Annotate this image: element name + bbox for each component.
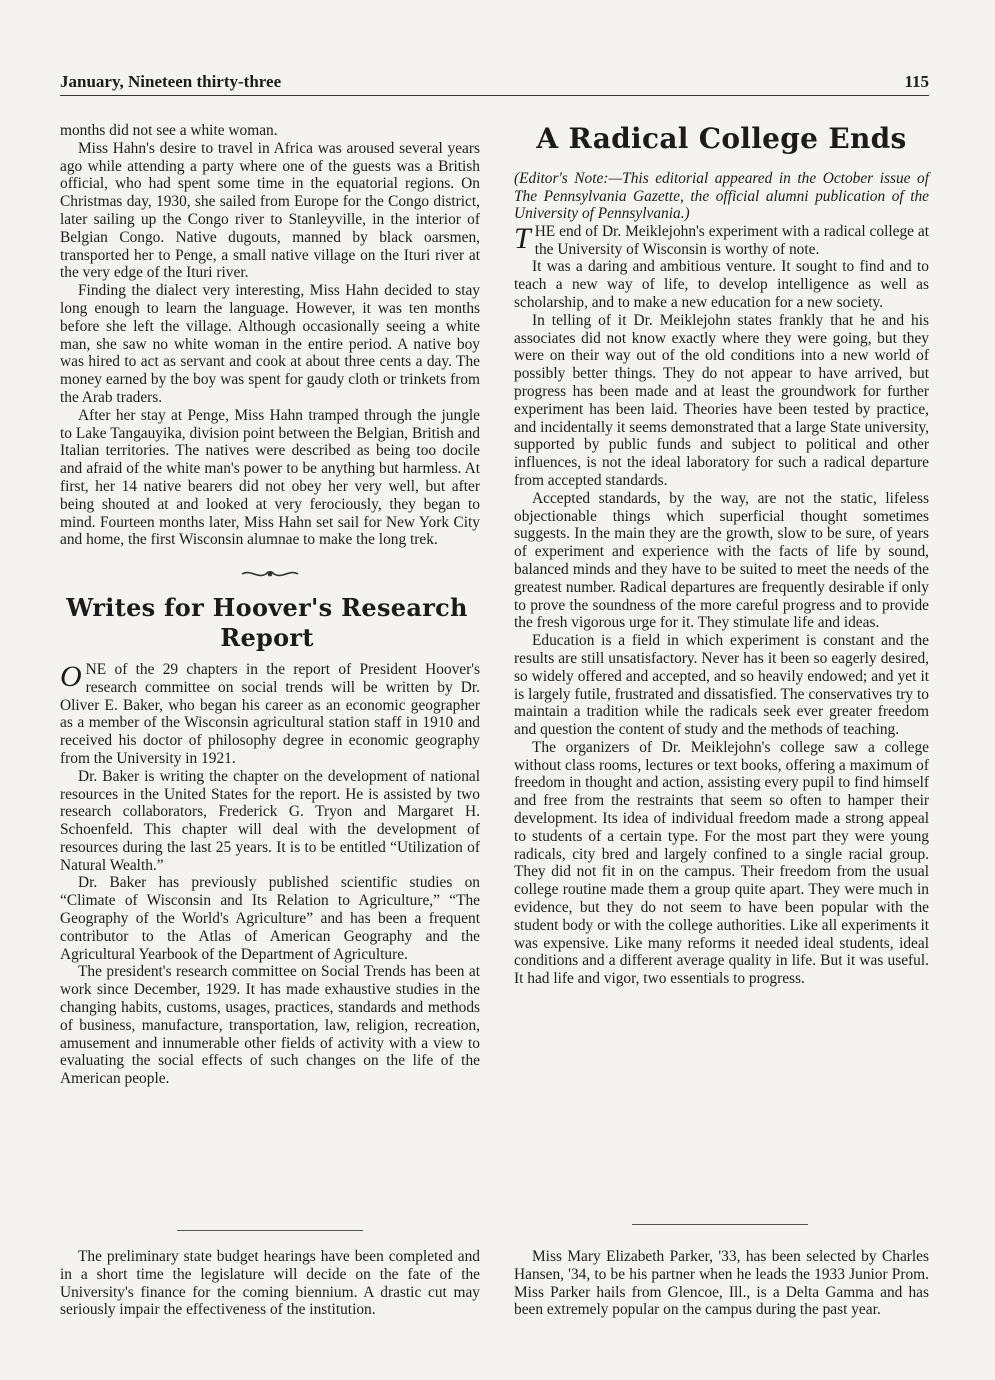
article-title-college: A Radical College Ends [536, 122, 907, 155]
drop-cap: O [60, 659, 82, 693]
issue-date: January, Nineteen thirty-three [60, 72, 282, 91]
drop-cap: T [514, 221, 531, 255]
lead-text: of the 29 chapters in the report of President Hoover's research committee on social trends will be written by Dr. Oliver E. Baker, who began his career as an economic geographer as a member of the Wisconsin agricultural station staff in 1910 and received his doctor of philosophy degree in economic geography from the University in 1921. [60, 660, 480, 767]
body-paragraph: Accepted standards, by the way, are not the static, lifeless objectionable things which superficial thought sometimes suggests. In the main they are the growth, slow to be sure, of years of experiment and experience with the facts of life by sound, balanced minds and they have to be suited to meet the needs of the greatest number. Radical departures are frequently desirable if only to prove the soundness of the more careful progress and to provide the fresh vigorous urge for it. They stimulate life and ideas. [514, 489, 929, 632]
body-paragraph: months did not see a white woman. [60, 122, 278, 139]
lead-paragraph [60, 661, 480, 768]
lead-word: NE [85, 660, 107, 678]
body-paragraph: Miss Mary Elizabeth Parker, '33, has been selected by Charles Hansen, '34, to be his partner when he leads the 1933 Junior Prom. Miss Parker hails from Glencoe, Ill., is a Delta Gamma and has been extremely popular on the campus during the past year. [514, 1248, 929, 1319]
body-paragraph: It was a daring and ambitious venture. It sought to find and to teach a new way of life, to develop intelligence as well as scholarship, and to make a new education for a new society. [514, 258, 929, 311]
budget-note [60, 1248, 480, 1319]
right-column [514, 122, 929, 988]
body-paragraph: Finding the dialect very interesting, Miss Hahn decided to stay long enough to learn the language. However, it was ten months before she left the village. Although occasionally seeing a white man, she saw no white woman in the entire period. A native boy was hired to act as servant and cook at about three cents a day. The money earned by the boy was spent for gaudy cloth or trinkets from the Arab traders. [60, 282, 480, 406]
section-rule-left [177, 1230, 363, 1231]
body-paragraph: The president's research committee on Social Trends has been at work since December, 1929. It has made exhaustive studies in the changing habits, customs, usages, practices, standards and methods of business, manufacture, transportation, law, religion, recreation, amusement and innumerable other fields of activity with a view to evaluating the social effects of such changes on the life of the American people. [60, 963, 480, 1088]
body-paragraph: Education is a field in which experiment is constant and the results are still unsatisfactory. Never has it been so eagerly desired, so widely offered and accepted, and so heavily endowed; and yet it is largely futile, frustrated and dissatisfied. The conservatives try to maintain a tradition while the radicals seek ever greater freedom and question the content of study and the methods of teaching. [514, 632, 929, 739]
body-paragraph: Dr. Baker is writing the chapter on the development of national resources in the United States for the report. He is assisted by two research collaborators, Frederick G. Tryon and Margaret H. Schoenfeld. This chapter will deal with the development of resources during the last 25 years. It is to be entitled “Utilization of Natural Wealth.” [60, 767, 480, 874]
article-title-hoover: Writes for Hoover's Research Report [66, 592, 468, 652]
body-paragraph: The preliminary state budget hearings have been completed and in a short time the legislature will decide on the fate of the University's finance for the coming biennium. A drastic cut may seriously impair the effectiveness of the institution. [60, 1248, 480, 1319]
lead-word: HE [534, 222, 556, 240]
editors-note: (Editor's Note:—This editorial appeared in the October issue of The Pennsylvania Gazette, the official alumni publication of the University of Pennsylvania.) [514, 170, 929, 223]
section-rule-right [632, 1224, 808, 1225]
page-number: 115 [904, 72, 929, 91]
flourish-icon [240, 567, 300, 581]
running-header [60, 72, 929, 96]
body-paragraph: After her stay at Penge, Miss Hahn tramped through the jungle to Lake Tangauyika, division point between the Belgian, British and Italian territories. The natives were described as being too docile and afraid of the white man's power to be anything but harmless. At first, her 14 native bearers did not obey her very well, but after being shouted at and looked at very ferociously, they began to mind. Fourteen months later, Miss Hahn set sail for New York City and home, the first Wisconsin alumnae to make the long trek. [60, 406, 480, 549]
body-paragraph: In telling of it Dr. Meiklejohn states frankly that he and his associates did not know exactly where they were going, but they were on their way out of the old conditions into a new world of possibly better things. They do not appear to have arrived, but progress has been made and at least the groundwork for further experiment has been laid. Theories have been tested by practice, and incidentally it seems demonstrated that a large State university, supported by public funds and subject to political and other influences, is not the ideal laboratory for such a radical departure from accepted standards. [514, 311, 929, 489]
body-paragraph: Dr. Baker has previously published scientific studies on “Climate of Wisconsin and Its Relation to Agriculture,” “The Geography of the World's Agriculture” and has been a frequent contributor to the Atlas of American Geography and the Agricultural Yearbook of the Department of Agriculture. [60, 874, 480, 963]
body-paragraph: The organizers of Dr. Meiklejohn's college saw a college without class rooms, lectures or text books, offering a maximum of freedom in thought and action, assisting every pupil to find himself and free from the restraints that seem so often to hamper their development. Its idea of individual freedom made a strong appeal to students of a certain type. For the most part they were young radicals, city bred and largely confined to a single racial group. They did not fit in on the campus. Their freedom from the usual college routine made them a group quite apart. They were much in evidence, but they do not seem to have been popular with the student body or with the college authorities. Like all experiments it was expensive. Like many reforms it needed ideal students, ideal conditions and a different average quality in life. But it was useful. It had life and vigor, two essentials to progress. [514, 738, 929, 988]
ornament-divider [60, 565, 480, 583]
body-paragraph: Miss Hahn's desire to travel in Africa was aroused several years ago while attending a party where one of the guests was a British official, who had spent some time in the equatorial regions. On Christmas day, 1930, she sailed from Europe for the Congo district, later sailing up the Congo river to Stanleyville, in the interior of Belgian Congo. Native dugouts, manned by black oarsmen, transported her to Penge, a small native village on the Ituri river at the very edge of the Ituri river. [60, 139, 480, 282]
lead-text: end of Dr. Meiklejohn's experiment with a radical college at the University of Wisconsin is worthy of note. [534, 222, 929, 258]
prom-note [514, 1248, 929, 1319]
left-column [60, 122, 480, 1088]
lead-paragraph [514, 223, 929, 259]
